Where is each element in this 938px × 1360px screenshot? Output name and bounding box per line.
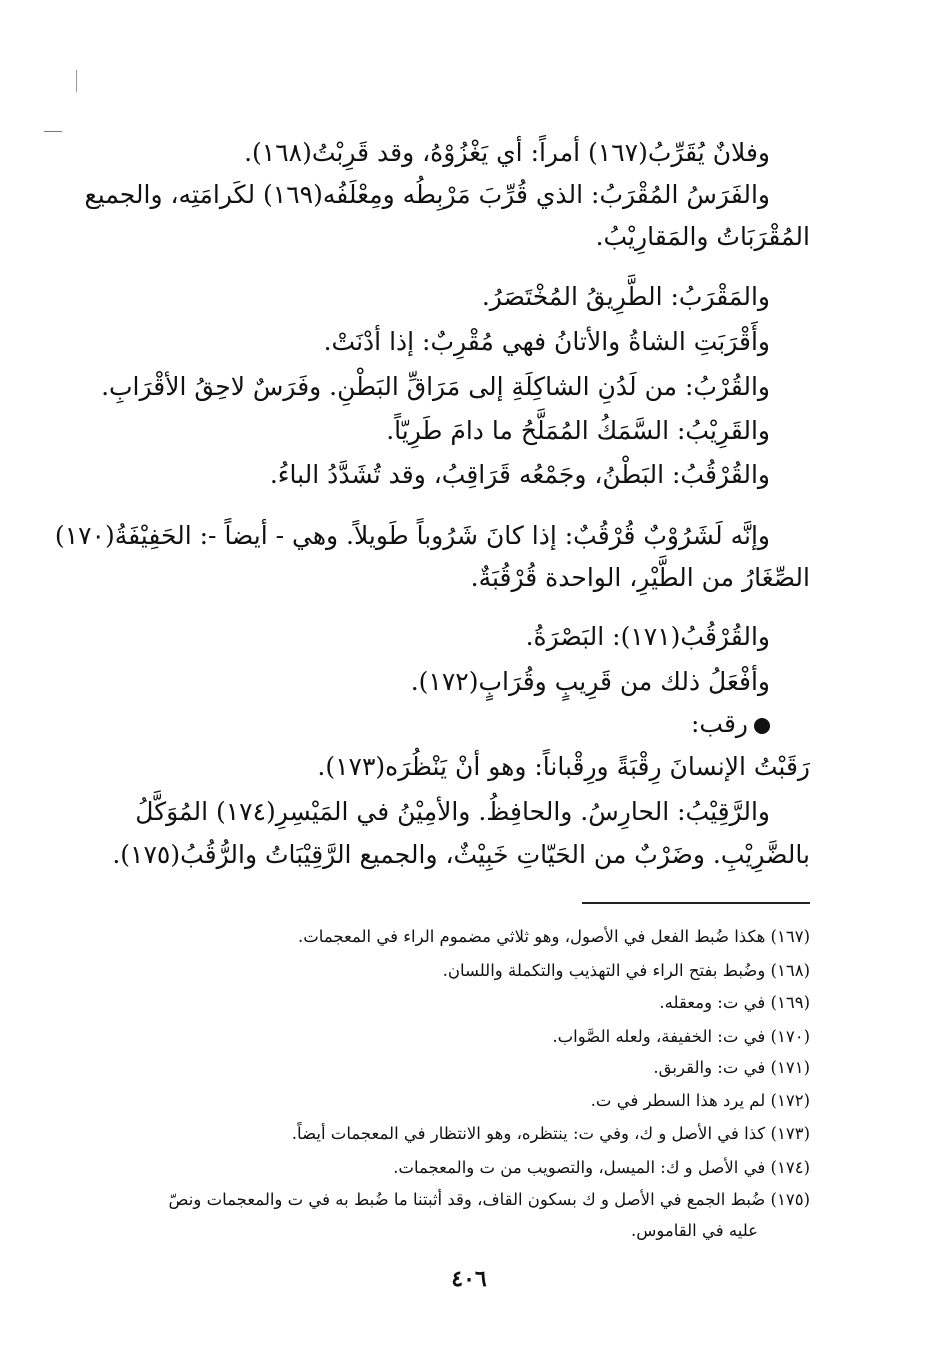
footnote: (١٧٢) لم يرد هذا السطر في ت. (590, 1091, 810, 1110)
text-line: والقُرْقُبُ: البَطْنُ، وجَمْعُه قَرَاقِبُ، وقد تُشَدَّدُ الباءُ. (269, 460, 770, 489)
footnote: (١٦٨) وضُبط بفتح الراء في التهذيب والتكملة واللسان. (442, 961, 810, 980)
text-line: والقُرْبُ: من لَدُنِ الشاكِلَةِ إلى مَرَاقِّ البَطْنِ. وفَرَسٌ لاحِقُ الأقْرَابِ. (101, 372, 770, 401)
entry-heading (88, 707, 770, 741)
footnote: (١٧٣) كذا في الأصل و ك، وفي ت: ينتظره، وهو الانتظار في المعجمات أيضاً. (291, 1124, 810, 1143)
scan-artifact (76, 70, 77, 92)
text-line: والمَقْرَبُ: الطَّرِيقُ المُخْتَصَرُ. (481, 282, 770, 311)
scan-artifact (44, 131, 62, 132)
page-number: ٤٠٦ (451, 1266, 487, 1292)
bullet-icon (754, 718, 770, 734)
text-line: والقَرِيْبُ: السَّمَكُ المُمَلَّحُ ما دامَ طَرِيّاً. (386, 416, 770, 445)
text-line: وفلانٌ يُقَرِّبُ(١٦٧) أمراً: أي يَغْزُوْهُ، وقد قَرِبْتُ(١٦٨). (244, 138, 770, 167)
text-line: بالضَّرِيْبِ. وضَرْبٌ من الحَيّاتِ خَبِيْثٌ، والجميع الرَّقِيْبَاتُ والرُّقُبُ(١٧٥). (112, 840, 810, 869)
footnote: (١٧١) في ت: والقربق. (653, 1058, 810, 1077)
text-line: وأفْعَلُ ذلك من قَرِيبٍ وقُرَابٍ(١٧٢). (410, 667, 770, 696)
text-line: والفَرَسُ المُقْرَبُ: الذي قُرِّبَ مَرْبِطُه ومِعْلَفُه(١٦٩) لكَرامَتِه، والجميع (84, 180, 770, 209)
text-line: رَقَبْتُ الإنسانَ رِقْبَةً ورِقْباناً: وهو أنْ يَنْظُرَه(١٧٣). (317, 752, 810, 781)
footnote: (١٦٩) في ت: ومعقله. (659, 993, 810, 1012)
footnote: (١٧٠) في ت: الخفيفة، ولعله الصَّواب. (552, 1027, 810, 1046)
footnote-separator (582, 902, 810, 904)
text-line: وأَقْرَبَتِ الشاةُ والأتانُ فهي مُقْرِبٌ: إذا أدْنَتْ. (323, 327, 770, 356)
text-line: والقُرْقُبُ(١٧١): البَصْرَةُ. (525, 622, 770, 651)
footnote: (١٧٥) ضُبط الجمع في الأصل و ك بسكون القاف، وقد أثبتنا ما ضُبط به في ت والمعجمات ونصّ (168, 1190, 810, 1209)
entry-heading-text: رقب: (691, 709, 748, 738)
footnote: (١٦٧) هكذا ضُبط الفعل في الأصول، وهو ثلاثي مضموم الراء في المعجمات. (298, 927, 810, 946)
text-line: الصِّغَارُ من الطَّيْرِ، الواحدة قُرْقُبَةٌ. (470, 563, 810, 592)
text-line: وإنَّه لَشَرُوْبٌ قُرْقُبٌ: إذا كانَ شَرُوباً طَويلاً. وهي - أيضاً -: الحَفِيْفَةُ(١٧٠) (54, 521, 770, 550)
footnote: (١٧٤) في الأصل و ك: الميسل، والتصويب من ت والمعجمات. (393, 1158, 810, 1177)
text-line: والرَّقِيْبُ: الحارِسُ. والحافِظُ. والأمِيْنُ في المَيْسِرِ(١٧٤) المُوَكَّلُ (135, 797, 770, 826)
footnote-continuation: عليه في القاموس. (631, 1221, 758, 1240)
text-line: المُقْرَبَاتُ والمَقارِيْبُ. (595, 222, 810, 251)
